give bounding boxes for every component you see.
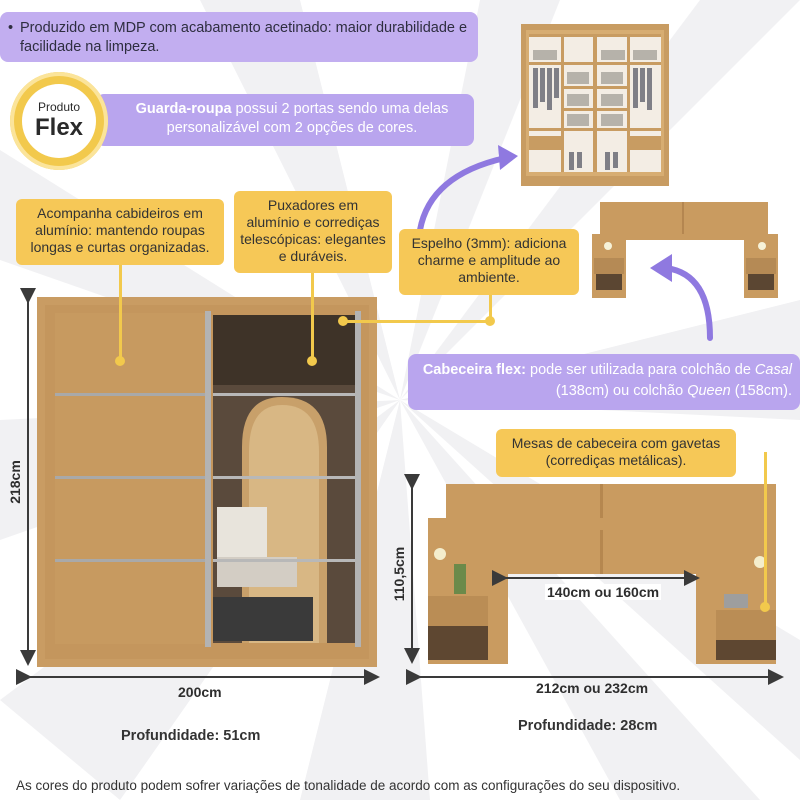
headboard-image — [420, 484, 780, 664]
callout-espelho: Espelho (3mm): adiciona charme e amplitude ao ambiente. — [399, 229, 579, 295]
leader-puxadores — [311, 273, 314, 361]
headboard-depth-label: Profundidade: 28cm — [518, 718, 658, 734]
wardrobe-height-label: 218cm — [7, 460, 23, 504]
wardrobe-image — [37, 297, 377, 667]
leader-mesas — [764, 452, 767, 607]
dot-espelho — [338, 316, 348, 326]
wardrobe-flex-banner — [96, 94, 474, 146]
arrow-to-interior — [410, 140, 530, 240]
wardrobe-flex-rest: possui 2 portas sendo uma delas personalizável com 2 opções de cores. — [166, 101, 449, 136]
arrow-to-headboard — [640, 246, 730, 346]
callout-puxadores: Puxadores em alumínio e corrediças telescópicas: elegantes e duráveis. — [234, 191, 392, 273]
dot-cabideiros — [115, 356, 125, 366]
badge-line1: Produto — [37, 100, 81, 114]
wardrobe-depth-label: Profundidade: 51cm — [121, 728, 261, 744]
cabeceira-bold: Cabeceira flex: — [422, 362, 526, 378]
cabeceira-part1: pode ser utilizada para colchão de — [525, 362, 755, 378]
cabeceira-part2: (138cm) ou colchão — [555, 383, 688, 399]
callout-mesas: Mesas de cabeceira com gavetas (corrediças metálicas). — [496, 429, 736, 477]
wardrobe-width-label: 200cm — [178, 684, 222, 700]
leader-espelho-h — [342, 320, 492, 323]
wardrobe-flex-bold: Guarda-roupa — [135, 101, 232, 117]
bullet: • — [8, 20, 14, 36]
produto-flex-badge — [10, 72, 108, 170]
callout-cabideiros: Acompanha cabideiros em alumínio: mantendo roupas longas e curtas organizadas. — [16, 199, 224, 265]
material-info-text: Produzido em MDP com acabamento acetinado: maior durabilidade e facilidade na limpeza. — [20, 20, 468, 55]
wardrobe-interior-image — [521, 24, 669, 186]
dot-espelho-end — [485, 316, 495, 326]
dot-mesas — [760, 602, 770, 612]
badge-line2: Flex — [34, 114, 84, 141]
cabeceira-flex-banner — [408, 354, 800, 410]
color-disclaimer: As cores do produto podem sofrer variações de tonalidade de acordo com as configurações do seu dispositivo. — [16, 778, 681, 793]
headboard-width-label: 212cm ou 232cm — [536, 680, 649, 696]
material-info-banner — [0, 12, 478, 62]
badge-inner — [22, 84, 96, 158]
cabeceira-queen: Queen — [687, 383, 731, 399]
headboard-height-label: 110,5cm — [391, 546, 407, 602]
cabeceira-part3: (158cm). — [730, 383, 792, 399]
leader-cabideiros — [119, 265, 122, 361]
dot-puxadores — [307, 356, 317, 366]
cabeceira-casal: Casal — [754, 362, 792, 378]
headboard-inner-width-label: 140cm ou 160cm — [547, 584, 660, 600]
